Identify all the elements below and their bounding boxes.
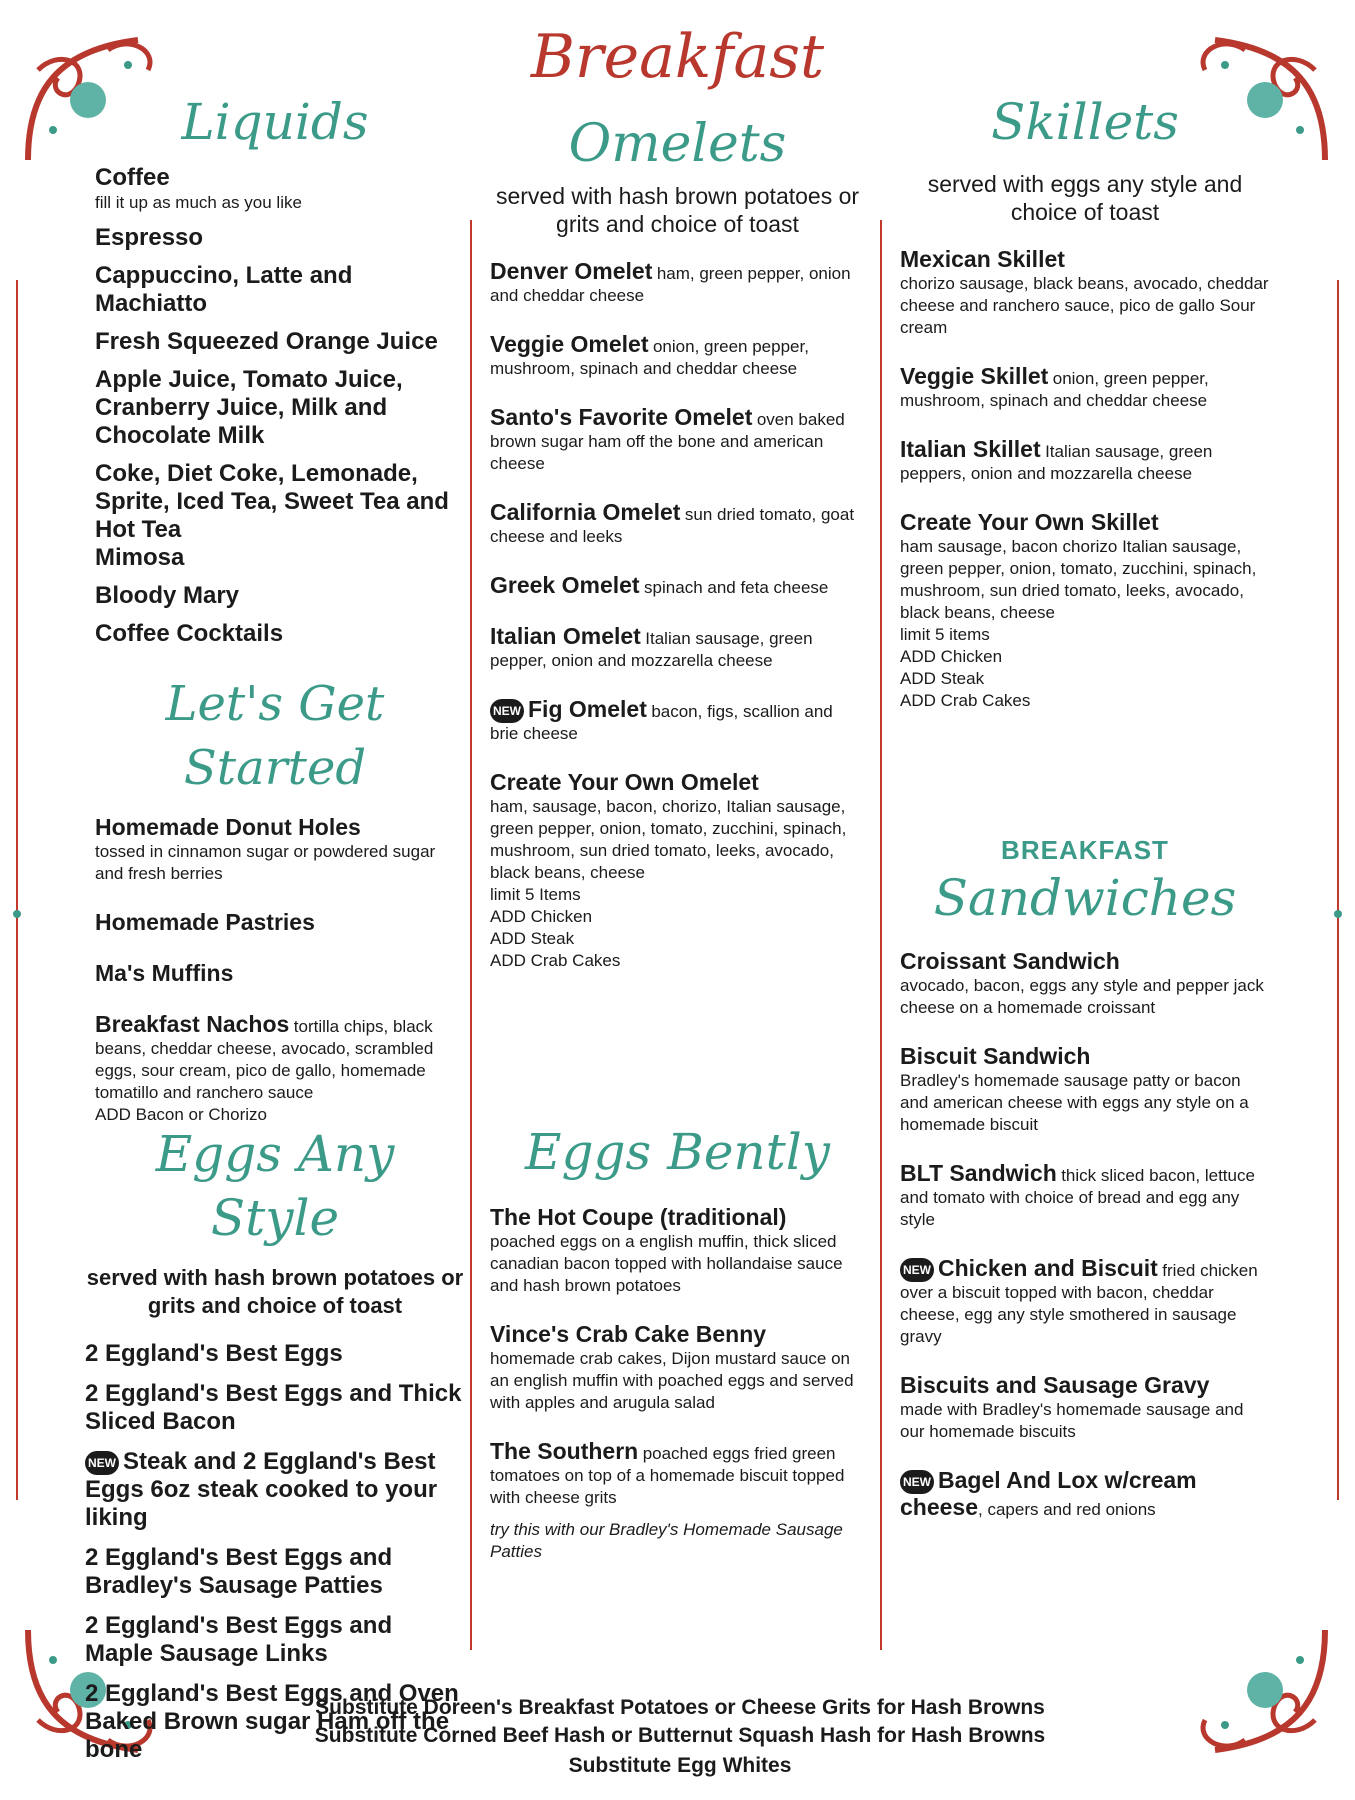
menu-item: Vince's Crab Cake Benny homemade crab cakes, Dijon mustard sauce on an english muffin with poached eggs and served with apples and arugula salad	[490, 1321, 854, 1412]
menu-item: Apple Juice, Tomato Juice, Cranberry Juice, Milk and Chocolate Milk	[95, 366, 403, 449]
menu-item: Fresh Squeezed Orange Juice	[95, 328, 438, 355]
eggs-subtitle: served with hash brown potatoes or grits and choice of toast	[86, 1265, 464, 1318]
menu-item: Biscuit Sandwich Bradley's homemade sausage patty or bacon and american cheese with eggs any style on a homemade biscuit	[900, 1043, 1249, 1134]
menu-item: Create Your Own Omelet ham, sausage, bacon, chorizo, Italian sausage, green pepper, onion, tomato, zucchini, spinach, mushroom, sun dried tomato, leeks, avocado, black beans, cheese limit 5 Items ADD Chicken ADD Steak ADD Crab Cakes	[490, 769, 847, 970]
eggs-bently-heading: Eggs Bently	[525, 1123, 830, 1181]
footer-substitute-potatoes: Substitute Doreen's Breakfast Potatoes or Cheese Grits for Hash Browns	[315, 1696, 1045, 1719]
skillets-section	[900, 92, 1270, 736]
menu-item: BLT Sandwich thick sliced bacon, lettuce and tomato with choice of bread and egg any style	[900, 1160, 1255, 1229]
liquids-heading: Liquids	[181, 93, 369, 151]
menu-item: Greek Omelet spinach and feta cheese	[490, 572, 829, 598]
omelets-subtitle: served with hash brown potatoes or grits and choice of toast	[495, 183, 860, 237]
menu-item: 2 Eggland's Best Eggs	[85, 1340, 343, 1367]
menu-item: Coffee Cocktails	[95, 620, 284, 647]
sandwiches-heading: Sandwiches	[933, 869, 1237, 927]
right-border-line	[1337, 280, 1339, 1500]
lets-get-started-section	[95, 672, 455, 1150]
sandwiches-kicker: BREAKFAST	[1001, 835, 1169, 865]
menu-item: Cappuccino, Latte and Machiatto	[95, 262, 353, 317]
menu-item: Veggie Skillet onion, green pepper, mushroom, spinach and cheddar cheese	[900, 363, 1209, 410]
page-title: Breakfast	[530, 22, 825, 92]
menu-item: Mexican Skillet chorizo sausage, black beans, avocado, cheddar cheese and ranchero sauce, pico de gallo Sour cream	[900, 246, 1269, 337]
menu-item: 2 Eggland's Best Eggs and Maple Sausage Links	[85, 1612, 393, 1667]
menu-item: Bloody Mary	[95, 582, 240, 609]
menu-item: Coke, Diet Coke, Lemonade, Sprite, Iced Tea, Sweet Tea and Hot Tea	[95, 460, 449, 543]
column-divider-right	[880, 220, 882, 1650]
footer-substitute-hash: Substitute Corned Beef Hash or Butternut Squash Hash for Hash Browns	[314, 1724, 1046, 1747]
menu-item: Espresso	[95, 224, 204, 251]
menu-item: Coffee fill it up as much as you like	[95, 164, 302, 212]
menu-item: Italian Omelet Italian sausage, green pepper, onion and mozzarella cheese	[490, 623, 813, 670]
menu-item: Homemade Donut Holes tossed in cinnamon sugar or powdered sugar and fresh berries	[95, 814, 436, 883]
column-divider-left	[470, 220, 472, 1650]
menu-item: Veggie Omelet onion, green pepper, mushroom, spinach and cheddar cheese	[490, 331, 809, 378]
new-badge: NEW	[490, 699, 524, 723]
footer-substitute-egg-whites: Substitute Egg Whites	[568, 1754, 792, 1777]
menu-item: Breakfast Nachos tortilla chips, black beans, cheddar cheese, avocado, scrambled eggs, sour cream, pico de gallo, homemade tomatillo and ranchero sauce ADD Bacon or Chorizo	[95, 1011, 434, 1124]
menu-item: Croissant Sandwich avocado, bacon, eggs any style and pepper jack cheese on a homemade croissant	[900, 948, 1264, 1017]
left-border-line	[16, 280, 18, 1500]
menu-item: NEW Steak and 2 Eggland's Best Eggs 6oz steak cooked to your liking	[85, 1448, 438, 1531]
menu-item: Italian Skillet Italian sausage, green peppers, onion and mozzarella cheese	[900, 436, 1213, 483]
menu-item: NEW Fig Omelet bacon, figs, scallion and brie cheese	[490, 696, 833, 743]
new-badge: NEW	[900, 1258, 934, 1282]
right-dot	[1334, 910, 1342, 918]
menu-item: Create Your Own Skillet ham sausage, bacon chorizo Italian sausage, green pepper, onion, tomato, zucchini, spinach, mushroom, sun dried tomato, leeks, avocado, black beans, cheese limit 5 items ADD Chicken ADD Steak ADD Crab Cakes	[900, 509, 1257, 710]
menu-item: 2 Eggland's Best Eggs and Oven Baked Brown sugar Ham off the bone	[85, 1680, 459, 1763]
lets-get-started-heading: Let's Get Started	[165, 676, 385, 796]
menu-item: 2 Eggland's Best Eggs and Bradley's Sausage Patties	[85, 1544, 393, 1599]
menu-item: Santo's Favorite Omelet oven baked brown sugar ham off the bone and american cheese	[490, 404, 845, 473]
breakfast-sandwiches-section	[900, 835, 1270, 1545]
benedict-note: try this with our Bradley's Homemade Sausage Patties	[490, 1520, 843, 1561]
menu-item: California Omelet sun dried tomato, goat cheese and leeks	[490, 499, 855, 546]
skillets-heading: Skillets	[991, 93, 1179, 151]
liquids-section	[95, 92, 455, 658]
eggs-benedict-section	[490, 1120, 865, 1563]
menu-item: Ma's Muffins	[95, 960, 234, 986]
left-dot	[13, 910, 21, 918]
eggs-any-style-section	[85, 1122, 465, 1776]
menu-item: Homemade Pastries	[95, 909, 315, 935]
omelets-section	[490, 112, 865, 996]
menu-item: 2 Eggland's Best Eggs and Thick Sliced Bacon	[85, 1380, 462, 1435]
menu-item: Mimosa	[95, 544, 185, 571]
menu-item: The Southern poached eggs fried green tomatoes on top of a homemade biscuit topped with cheese grits	[490, 1438, 845, 1507]
skillets-subtitle: served with eggs any style and choice of toast	[927, 171, 1243, 225]
menu-item: NEW Chicken and Biscuit fried chicken over a biscuit topped with bacon, cheddar cheese, egg any style smothered in sausage gravy	[900, 1255, 1258, 1346]
menu-item: Biscuits and Sausage Gravy made with Bradley's homemade sausage and our homemade biscuits	[900, 1372, 1244, 1441]
eggs-any-style-heading: Eggs Any Style	[155, 1125, 395, 1247]
new-badge: NEW	[900, 1470, 934, 1494]
menu-item: The Hot Coupe (traditional) poached eggs on a english muffin, thick sliced canadian bacon topped with hollandaise sauce and hash brown potatoes	[490, 1204, 843, 1295]
menu-item: NEW Bagel And Lox w/cream cheese, capers and red onions	[900, 1467, 1197, 1520]
new-badge: NEW	[85, 1451, 119, 1475]
menu-item: Denver Omelet ham, green pepper, onion and cheddar cheese	[490, 258, 851, 305]
omelets-heading: Omelets	[568, 114, 787, 174]
